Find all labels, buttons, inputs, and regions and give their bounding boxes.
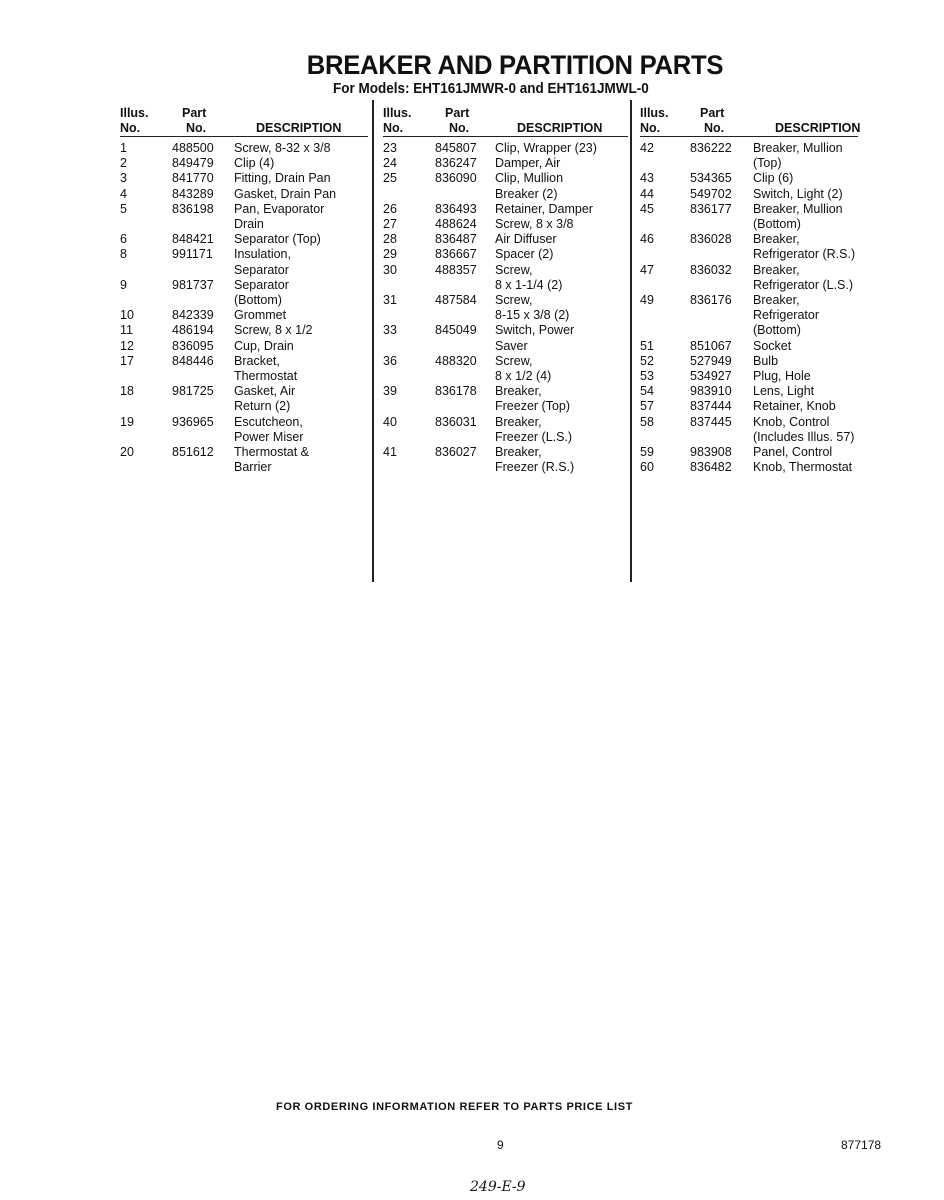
part-number: 851612	[172, 445, 214, 460]
table-row	[120, 323, 313, 338]
description-line: Screw, 8 x 3/8	[495, 217, 574, 232]
description-line: Breaker,	[753, 293, 800, 308]
illus-number: 2	[120, 156, 127, 171]
part-description	[495, 323, 597, 353]
illus-number: 29	[383, 247, 397, 262]
description-line: Breaker,	[495, 414, 542, 429]
part-description	[753, 369, 855, 384]
description-line: 8 x 1/2 (4)	[495, 369, 552, 384]
part-number: 487584	[435, 293, 477, 308]
part-number: 983908	[690, 445, 732, 460]
illus-number: 47	[640, 262, 654, 277]
parts-list	[383, 141, 597, 475]
illus-number: 57	[640, 399, 654, 414]
table-row	[640, 186, 843, 202]
part-description	[234, 308, 336, 323]
part-number: 842339	[172, 308, 214, 323]
part-number: 991171	[172, 247, 213, 262]
part-number: 836028	[690, 232, 732, 247]
part-number: 843289	[172, 186, 214, 201]
illus-number: 59	[640, 445, 654, 460]
description-line: Freezer (L.S.)	[495, 429, 573, 444]
page-number: 9	[497, 1138, 504, 1152]
description-line: Pan, Evaporator	[234, 201, 325, 216]
document-number: 877178	[841, 1138, 882, 1152]
description-line: Thermostat &	[234, 445, 310, 460]
description-line: Clip (6)	[753, 171, 794, 186]
part-number: 836090	[435, 171, 477, 186]
illus-number: 10	[120, 308, 134, 323]
part-description	[495, 217, 597, 232]
part-description	[495, 156, 597, 171]
description-header: DESCRIPTION	[517, 121, 603, 135]
description-line: Knob, Thermostat	[753, 460, 853, 475]
part-number: 836031	[435, 414, 477, 429]
illus-number: 43	[640, 171, 654, 186]
table-row	[383, 171, 564, 201]
part-description	[495, 415, 597, 445]
part-description	[753, 141, 855, 171]
part-description	[234, 278, 336, 308]
part-number: 836482	[690, 460, 732, 475]
part-number: 836176	[690, 293, 732, 308]
part-number: 836247	[435, 156, 477, 171]
illus-header: No.	[120, 121, 141, 135]
description-line: Screw, 8 x 1/2	[234, 323, 313, 338]
table-row	[640, 201, 843, 232]
part-number: 836027	[435, 445, 477, 460]
column-divider	[630, 100, 632, 582]
part-number: 549702	[690, 186, 732, 201]
illus-number: 60	[640, 460, 654, 475]
description-line: Gasket, Drain Pan	[234, 186, 337, 201]
part-description	[753, 460, 855, 475]
part-description	[234, 384, 336, 414]
illus-number: 46	[640, 232, 654, 247]
part-description	[495, 202, 597, 217]
illus-number: 51	[640, 338, 654, 353]
table-row	[383, 141, 597, 156]
table-row	[640, 293, 819, 339]
description-line: Clip, Wrapper (23)	[495, 141, 597, 155]
description-line: Switch, Light (2)	[753, 186, 843, 201]
illus-number: 4	[120, 186, 127, 201]
illus-number: 49	[640, 293, 654, 308]
part-number: 836222	[690, 141, 732, 155]
part-number: 527949	[690, 353, 732, 368]
illus-number: 6	[120, 232, 127, 247]
part-description	[495, 384, 597, 414]
illus-number: 44	[640, 186, 654, 201]
description-line: Fitting, Drain Pan	[234, 171, 331, 186]
part-number: 534927	[690, 369, 732, 384]
part-description	[234, 156, 336, 171]
description-line: Screw,	[495, 262, 533, 277]
table-row	[120, 445, 310, 475]
table-row	[383, 262, 563, 293]
models-subtitle: For Models: EHT161JMWR-0 and EHT161JMWL-0	[333, 80, 649, 97]
part-number: 836487	[435, 232, 477, 247]
description-line: Bracket,	[234, 353, 280, 368]
description-line: Insulation,	[234, 247, 291, 262]
illus-header: No.	[383, 121, 404, 135]
table-row	[640, 460, 853, 475]
part-number: 936965	[172, 414, 214, 429]
table-row	[640, 171, 794, 186]
illus-number: 31	[383, 293, 397, 308]
illus-number: 3	[120, 171, 127, 186]
part-number: 837445	[690, 414, 732, 429]
illus-number: 18	[120, 384, 134, 399]
part-description	[753, 293, 855, 339]
part-header: No.	[704, 121, 725, 135]
part-description	[495, 247, 597, 262]
description-line: Retainer, Damper	[495, 201, 593, 216]
illus-number: 8	[120, 247, 127, 262]
illus-number: 20	[120, 445, 134, 460]
description-line: Saver	[495, 338, 528, 353]
ordering-note: FOR ORDERING INFORMATION REFER TO PARTS PRICE LIST	[276, 1101, 633, 1113]
table-row	[640, 414, 855, 445]
table-row	[640, 445, 833, 460]
part-description	[753, 339, 855, 354]
description-line: Grommet	[234, 308, 287, 323]
illus-number: 1	[120, 141, 127, 155]
illus-number: 36	[383, 353, 397, 368]
table-row	[383, 293, 570, 323]
part-description	[234, 232, 336, 247]
part-number: 845807	[435, 141, 477, 155]
part-number: 836032	[690, 262, 732, 277]
part-number: 486194	[172, 323, 214, 338]
parts-list	[120, 141, 337, 475]
table-row	[383, 247, 554, 262]
description-line: Screw, 8-32 x 3/8	[234, 141, 331, 155]
description-line: Panel, Control	[753, 445, 833, 460]
part-description	[234, 339, 336, 354]
part-description	[234, 323, 336, 338]
illus-header: Illus.	[383, 106, 412, 120]
part-number: 841770	[172, 171, 214, 186]
part-description	[495, 171, 597, 201]
part-description	[753, 399, 855, 414]
description-line: Plug, Hole	[753, 369, 811, 384]
description-line: Breaker (2)	[495, 186, 558, 201]
part-description	[234, 415, 336, 445]
description-line: Retainer, Knob	[753, 399, 836, 414]
description-line: Damper, Air	[495, 156, 561, 171]
part-number: 488500	[172, 141, 214, 155]
description-line: Cup, Drain	[234, 338, 294, 353]
part-number: 836177	[690, 201, 732, 216]
description-line: (Includes Illus. 57)	[753, 429, 855, 444]
description-line: (Bottom)	[753, 323, 801, 338]
illus-number: 19	[120, 414, 134, 429]
part-number: 836493	[435, 201, 477, 216]
part-description	[753, 354, 855, 369]
page-title: BREAKER AND PARTITION PARTS	[306, 50, 724, 80]
table-row	[640, 399, 836, 414]
description-line: Freezer (R.S.)	[495, 460, 575, 475]
handwritten-note: 249-E-9	[470, 1179, 526, 1195]
description-line: Breaker,	[495, 384, 542, 399]
illus-header: Illus.	[120, 106, 149, 120]
illus-number: 45	[640, 201, 654, 216]
description-header: DESCRIPTION	[775, 121, 861, 135]
table-row	[640, 369, 811, 384]
table-row	[120, 171, 331, 186]
table-row	[120, 384, 296, 414]
illus-header: No.	[640, 121, 661, 135]
description-line: Breaker,	[495, 445, 542, 460]
table-row	[640, 232, 856, 262]
description-line: Breaker,	[753, 232, 800, 247]
illus-number: 53	[640, 369, 654, 384]
description-line: Thermostat	[234, 369, 298, 384]
part-description	[753, 445, 855, 460]
table-row	[120, 277, 289, 308]
part-number: 488624	[435, 217, 477, 232]
description-line: Gasket, Air	[234, 384, 296, 399]
illus-number: 40	[383, 414, 397, 429]
illus-number: 41	[383, 445, 397, 460]
part-description	[753, 202, 855, 232]
part-number: 851067	[690, 338, 732, 353]
part-number: 488357	[435, 262, 477, 277]
description-line: Clip (4)	[234, 156, 275, 171]
description-line: Refrigerator (R.S.)	[753, 247, 856, 262]
illus-number: 52	[640, 353, 654, 368]
part-description	[234, 171, 336, 186]
description-line: Separator	[234, 262, 289, 277]
table-row	[383, 201, 593, 217]
column-divider	[372, 100, 374, 582]
part-description	[234, 141, 336, 156]
illus-number: 24	[383, 156, 397, 171]
part-header: No.	[186, 121, 207, 135]
description-line: Air Diffuser	[495, 232, 557, 247]
description-line: Power Miser	[234, 429, 304, 444]
table-row	[120, 201, 325, 232]
part-description	[495, 445, 597, 475]
illus-number: 42	[640, 141, 654, 155]
table-row	[120, 247, 291, 277]
part-description	[495, 141, 597, 156]
table-row	[120, 308, 287, 323]
part-description	[753, 263, 855, 293]
part-description	[495, 263, 597, 293]
part-number: 488320	[435, 353, 477, 368]
part-number: 981737	[172, 277, 214, 292]
description-line: (Top)	[753, 156, 782, 171]
part-number: 981725	[172, 384, 214, 399]
part-number: 848446	[172, 353, 214, 368]
part-number: 836667	[435, 247, 477, 262]
illus-number: 27	[383, 217, 397, 232]
description-line: Refrigerator (L.S.)	[753, 277, 854, 292]
illus-number: 39	[383, 384, 397, 399]
description-header: DESCRIPTION	[256, 121, 342, 135]
part-number: 836178	[435, 384, 477, 399]
table-row	[383, 384, 571, 414]
part-number: 836095	[172, 338, 214, 353]
part-description	[234, 354, 336, 384]
part-number: 848421	[172, 232, 214, 247]
part-description	[753, 171, 855, 186]
illus-number: 9	[120, 277, 127, 292]
description-line: Return (2)	[234, 399, 291, 414]
table-row	[640, 384, 815, 399]
part-description	[753, 232, 855, 262]
table-row	[640, 262, 854, 293]
illus-number: 28	[383, 232, 397, 247]
description-line: Breaker, Mullion	[753, 141, 843, 155]
description-line: Socket	[753, 338, 792, 353]
description-line: Freezer (Top)	[495, 399, 571, 414]
illus-number: 33	[383, 323, 397, 338]
table-row	[640, 353, 779, 369]
part-header: Part	[182, 106, 207, 120]
part-number: 534365	[690, 171, 732, 186]
illus-number: 23	[383, 141, 397, 155]
table-row	[383, 232, 557, 247]
part-header: Part	[445, 106, 470, 120]
description-line: Breaker, Mullion	[753, 201, 843, 216]
description-line: Separator (Top)	[234, 232, 321, 247]
table-row	[383, 323, 575, 353]
table-row	[383, 445, 575, 475]
part-number: 836198	[172, 201, 214, 216]
description-line: Knob, Control	[753, 414, 830, 429]
illus-header: Illus.	[640, 106, 669, 120]
illus-number: 30	[383, 262, 397, 277]
description-line: 8 x 1-1/4 (2)	[495, 277, 563, 292]
part-number: 845049	[435, 323, 477, 338]
part-description	[234, 187, 336, 202]
table-row	[383, 414, 573, 445]
part-description	[753, 384, 855, 399]
table-row	[383, 217, 574, 232]
illus-number: 58	[640, 414, 654, 429]
table-row	[383, 353, 552, 384]
table-row	[120, 338, 294, 354]
description-line: 8-15 x 3/8 (2)	[495, 308, 570, 323]
part-header: Part	[700, 106, 725, 120]
table-row	[120, 141, 331, 156]
parts-list	[640, 141, 856, 475]
part-description	[234, 247, 336, 277]
illus-number: 54	[640, 384, 654, 399]
description-line: Barrier	[234, 460, 272, 475]
description-line: Switch, Power	[495, 323, 575, 338]
illus-number: 12	[120, 338, 134, 353]
illus-number: 17	[120, 353, 134, 368]
illus-number: 5	[120, 201, 127, 216]
description-line: Breaker,	[753, 262, 800, 277]
description-line: Escutcheon,	[234, 414, 303, 429]
description-line: Clip, Mullion	[495, 171, 564, 186]
table-row	[120, 232, 321, 247]
description-line: (Bottom)	[753, 217, 801, 232]
table-row	[120, 186, 337, 202]
header-rule	[640, 136, 858, 137]
part-number: 837444	[690, 399, 732, 414]
table-row	[383, 156, 561, 171]
part-header: No.	[449, 121, 470, 135]
description-line: Screw,	[495, 353, 533, 368]
part-description	[495, 293, 597, 323]
part-number: 849479	[172, 156, 214, 171]
part-description	[495, 354, 597, 384]
table-row	[120, 414, 304, 445]
table-row	[120, 353, 298, 384]
part-description	[495, 232, 597, 247]
description-line: Refrigerator	[753, 308, 819, 323]
description-line: Separator	[234, 277, 289, 292]
description-line: Screw,	[495, 293, 533, 308]
part-description	[753, 415, 855, 445]
table-row	[640, 141, 843, 171]
illus-number: 26	[383, 201, 397, 216]
part-number: 983910	[690, 384, 732, 399]
header-rule	[383, 136, 628, 137]
description-line: (Bottom)	[234, 293, 282, 308]
table-row	[120, 156, 275, 171]
part-description	[753, 187, 855, 202]
illus-number: 11	[120, 323, 133, 338]
description-line: Spacer (2)	[495, 247, 554, 262]
illus-number: 25	[383, 171, 397, 186]
description-line: Drain	[234, 217, 264, 232]
description-line: Lens, Light	[753, 384, 815, 399]
part-description	[234, 445, 336, 475]
part-description	[234, 202, 336, 232]
header-rule	[120, 136, 368, 137]
description-line: Bulb	[753, 353, 779, 368]
table-row	[640, 338, 792, 354]
